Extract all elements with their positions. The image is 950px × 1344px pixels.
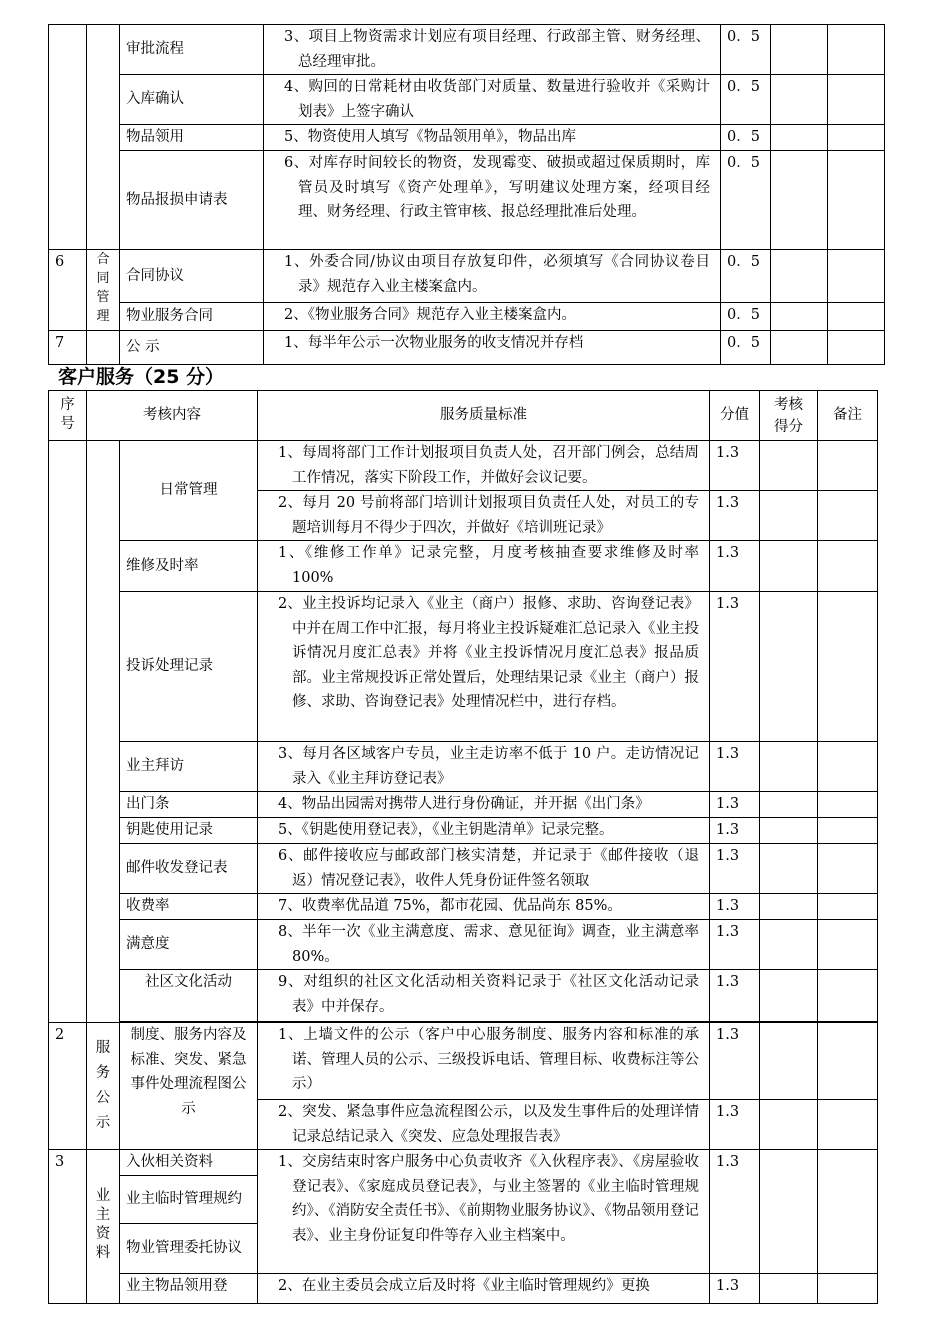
standard-cell: 2、在业主委员会成立后及时将《业主临时管理规约》更换 [258,1274,710,1304]
remark-cell [818,818,878,844]
category-cell [87,25,120,250]
assess-cell [760,491,818,541]
no-cell [49,441,87,1023]
table-row [49,1274,878,1304]
header-remark: 备注 [818,391,878,441]
item-cell: 社区文化活动 [120,970,258,1022]
remark-cell [818,920,878,970]
no-cell [49,25,87,250]
table-row [49,125,885,151]
assess-cell [760,920,818,970]
assess-cell [771,125,828,151]
score-cell: 0．5 [721,302,771,330]
table-row [49,330,885,364]
item-cell: 入库确认 [120,75,264,125]
header-score: 分值 [710,391,760,441]
standard-cell: 5、物资使用人填写《物品领用单》，物品出库 [264,125,721,151]
standard-cell: 9、对组织的社区文化活动相关资料记录于《社区文化活动记录表》中并保存。 [258,970,710,1022]
score-cell: 1.3 [710,1274,760,1304]
assess-cell [771,25,828,75]
table-row [49,25,885,75]
customer-service-table [48,390,878,1304]
category-cell [87,330,120,364]
item-cell: 入伙相关资料 [120,1150,258,1176]
remark-cell [828,250,885,303]
score-cell: 1.3 [710,920,760,970]
assess-cell [771,250,828,303]
standard-cell: 1、交房结束时客户服务中心负责收齐《入伙程序表》、《房屋验收登记表》、《家庭成员登记表》，与业主签署的《业主临时管理规约》、《消防安全责任书》、《前期物业服务协议》、《物品领用登记表》、业主身份证复印件等存入业主档案中。 [258,1150,710,1274]
assess-cell [760,541,818,592]
table-row [49,818,878,844]
item-cell: 业主临时管理规约 [120,1176,258,1224]
header-assess: 考核得分 [760,391,818,441]
score-cell: 1.3 [710,844,760,894]
assess-cell [771,75,828,125]
score-cell: 0．5 [721,25,771,75]
no-cell: 6 [49,250,87,331]
standard-cell: 3、项目上物资需求计划应有项目经理、行政部主管、财务经理、总经理审批。 [264,25,721,75]
standard-cell: 1、上墙文件的公示（客户中心服务制度、服务内容和标准的承诺、管理人员的公示、三级投诉电话、管理目标、收费标注等公示） [258,1023,710,1100]
standard-cell: 5、《钥匙使用登记表》，《业主钥匙清单》记录完整。 [258,818,710,844]
standard-cell: 1、《维修工作单》记录完整，月度考核抽查要求维修及时率 100% [258,541,710,592]
remark-cell [818,1274,878,1304]
item-cell: 物业服务合同 [120,302,264,330]
standard-cell: 6、邮件接收应与邮政部门核实清楚，并记录于《邮件接收（退返）情况登记表》，收件人凭身份证件签名领取 [258,844,710,894]
assess-cell [760,1023,818,1100]
standard-cell: 6、对库存时间较长的物资，发现霉变、破损或超过保质期时，库管员及时填写《资产处理单》，写明建议处理方案，经项目经理、财务经理、行政主管审核、报总经理批准后处理。 [264,151,721,250]
item-cell: 维修及时率 [120,541,258,592]
table-row [49,1023,878,1100]
remark-cell [818,1150,878,1274]
standard-cell: 2、每月 20 号前将部门培训计划报项目负责任人处，对员工的专题培训每月不得少于四次，并做好《培训班记录》 [258,491,710,541]
no-cell: 7 [49,330,87,364]
table-row [49,920,878,970]
item-cell: 业主物品领用登 [120,1274,258,1304]
score-cell: 1.3 [710,818,760,844]
assess-cell [771,151,828,250]
section-title: 客户服务（25 分） [58,366,225,388]
standard-cell: 4、物品出园需对携带人进行身份确证，并开据《出门条》 [258,792,710,818]
table-row [49,441,878,491]
score-cell: 1.3 [710,592,760,742]
remark-cell [818,894,878,920]
remark-cell [828,302,885,330]
remark-cell [818,742,878,792]
item-cell: 制度、服务内容及标准、突发、紧急事件处理流程图公示 [120,1023,258,1150]
category-cell: 合同管理 [87,250,120,331]
score-cell: 1.3 [710,792,760,818]
table-row [49,844,878,894]
header-no: 序号 [49,391,87,441]
table-row [49,742,878,792]
score-cell: 1.3 [710,894,760,920]
category-cell [87,441,120,1023]
remark-cell [818,1023,878,1100]
item-cell: 公 示 [120,330,264,364]
standard-cell: 2、《物业服务合同》规范存入业主楼案盒内。 [264,302,721,330]
remark-cell [818,844,878,894]
score-cell: 0．5 [721,125,771,151]
category-cell: 业主资料 [87,1150,120,1304]
remark-cell [818,1100,878,1150]
score-cell: 1.3 [710,491,760,541]
standard-cell: 1、每半年公示一次物业服务的收支情况并存档 [264,330,721,364]
assess-cell [771,302,828,330]
header-standard: 服务质量标准 [258,391,710,441]
assess-cell [771,330,828,364]
standard-cell: 2、突发、紧急事件应急流程图公示，以及发生事件后的处理详情记录总结记录入《突发、应急处理报告表》 [258,1100,710,1150]
item-cell: 合同协议 [120,250,264,303]
remark-cell [828,25,885,75]
score-cell: 0．5 [721,151,771,250]
remark-cell [828,75,885,125]
item-cell: 业主拜访 [120,742,258,792]
assess-cell [760,844,818,894]
item-cell: 邮件收发登记表 [120,844,258,894]
table-row [49,1150,878,1176]
assess-cell [760,818,818,844]
assess-cell [760,592,818,742]
assess-cell [760,792,818,818]
assess-cell [760,1100,818,1150]
table-row [49,75,885,125]
standard-cell: 4、购回的日常耗材由收货部门对质量、数量进行验收并《采购计划表》上签字确认 [264,75,721,125]
item-cell: 物品报损申请表 [120,151,264,250]
table-row [49,541,878,592]
score-cell: 1.3 [710,1150,760,1274]
assess-cell [760,1274,818,1304]
assess-cell [760,742,818,792]
remark-cell [818,541,878,592]
score-cell: 1.3 [710,1023,760,1100]
remark-cell [828,151,885,250]
table-row [49,970,878,1022]
standard-cell: 1、每周将部门工作计划报项目负责人处，召开部门例会，总结周工作情况，落实下阶段工作，并做好会议记要。 [258,441,710,491]
standard-cell: 1、外委合同/协议由项目存放复印件，必须填写《合同协议卷目录》规范存入业主楼案盒内。 [264,250,721,303]
remark-cell [828,330,885,364]
remark-cell [818,491,878,541]
standard-cell: 2、业主投诉均记录入《业主（商户）报修、求助、咨询登记表》中并在周工作中汇报，每月将业主投诉疑难汇总记录入《业主投诉情况月度汇总表》并将《业主投诉情况月度汇总表》报品质部。业主常规投诉正常处置后，处理结果记录《业主（商户）报修、求助、咨询登记表》处理情况栏中，进行存档。 [258,592,710,742]
category-cell: 服务公示 [87,1023,120,1150]
score-cell: 1.3 [710,541,760,592]
item-cell: 钥匙使用记录 [120,818,258,844]
item-cell: 出门条 [120,792,258,818]
remark-cell [828,125,885,151]
score-cell: 1.3 [710,441,760,491]
remark-cell [818,441,878,491]
table-row [49,302,885,330]
assess-cell [760,970,818,1022]
no-cell: 3 [49,1150,87,1304]
remark-cell [818,792,878,818]
score-cell: 0．5 [721,330,771,364]
remark-cell [818,592,878,742]
top-assessment-table [48,24,885,365]
standard-cell: 7、收费率优品道 75%，都市花园、优品尚东 85%。 [258,894,710,920]
score-cell: 0．5 [721,75,771,125]
item-cell: 满意度 [120,920,258,970]
table-row [49,792,878,818]
score-cell: 1.3 [710,1100,760,1150]
item-cell: 物业管理委托协议 [120,1224,258,1274]
assess-cell [760,441,818,491]
table-row [49,592,878,742]
table-row [49,250,885,303]
assess-cell [760,1150,818,1274]
header-row [49,391,878,441]
assess-cell [760,894,818,920]
header-content: 考核内容 [87,391,258,441]
no-cell: 2 [49,1023,87,1150]
standard-cell: 8、半年一次《业主满意度、需求、意见征询》调查，业主满意率 80%。 [258,920,710,970]
table-row [49,151,885,250]
item-cell: 审批流程 [120,25,264,75]
item-cell: 日常管理 [120,441,258,541]
item-cell: 投诉处理记录 [120,592,258,742]
remark-cell [818,970,878,1022]
standard-cell: 3、每月各区域客户专员，业主走访率不低于 10 户。走访情况记录入《业主拜访登记表》 [258,742,710,792]
table-row [49,894,878,920]
score-cell: 1.3 [710,970,760,1022]
item-cell: 收费率 [120,894,258,920]
score-cell: 1.3 [710,742,760,792]
item-cell: 物品领用 [120,125,264,151]
score-cell: 0．5 [721,250,771,303]
